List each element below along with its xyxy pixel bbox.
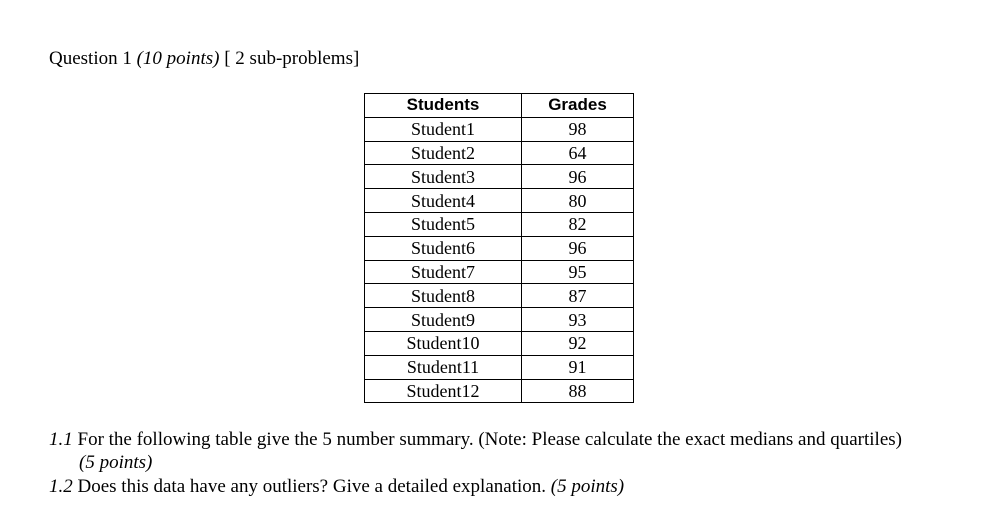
grade-cell: 87 <box>522 284 634 308</box>
student-cell: Student11 <box>365 355 522 379</box>
grade-cell: 93 <box>522 308 634 332</box>
problem-1-1-points: (5 points) <box>79 452 153 473</box>
question-label: Question 1 <box>49 48 132 69</box>
problem-1-1-number: 1.1 <box>49 429 73 450</box>
question-heading <box>49 47 359 71</box>
table-row <box>365 141 634 165</box>
grade-cell: 80 <box>522 189 634 213</box>
table-header-row <box>365 94 634 118</box>
table-row <box>365 236 634 260</box>
grade-cell: 88 <box>522 379 634 403</box>
grade-cell: 98 <box>522 117 634 141</box>
student-cell: Student7 <box>365 260 522 284</box>
table-row <box>365 308 634 332</box>
grade-cell: 92 <box>522 331 634 355</box>
grade-cell: 96 <box>522 236 634 260</box>
table-row <box>365 331 634 355</box>
table-row <box>365 189 634 213</box>
student-cell: Student3 <box>365 165 522 189</box>
grade-cell: 95 <box>522 260 634 284</box>
problem-1-2-number: 1.2 <box>49 476 73 497</box>
student-cell: Student2 <box>365 141 522 165</box>
table-row <box>365 284 634 308</box>
problem-1-2-points: (5 points) <box>550 476 625 497</box>
table-row <box>365 117 634 141</box>
problem-1-1-text: For the following table give the 5 number summary. (Note: Please calculate the exact medians and quartiles) <box>77 429 902 450</box>
problem-1-1-points-line <box>49 451 152 474</box>
header-grades: Grades <box>522 94 634 118</box>
header-students: Students <box>365 94 522 118</box>
grade-cell: 91 <box>522 355 634 379</box>
student-cell: Student6 <box>365 236 522 260</box>
question-subproblems: [ 2 sub-problems] <box>224 48 360 69</box>
grade-cell: 96 <box>522 165 634 189</box>
table-row <box>365 165 634 189</box>
student-cell: Student9 <box>365 308 522 332</box>
table-row <box>365 260 634 284</box>
question-points: (10 points) <box>136 48 220 69</box>
table-row <box>365 379 634 403</box>
problem-1-1 <box>49 428 902 451</box>
grade-cell: 82 <box>522 212 634 236</box>
problem-1-2-text: Does this data have any outliers? Give a detailed explanation. <box>77 476 547 497</box>
student-cell: Student1 <box>365 117 522 141</box>
student-cell: Student8 <box>365 284 522 308</box>
student-cell: Student12 <box>365 379 522 403</box>
student-cell: Student4 <box>365 189 522 213</box>
grade-cell: 64 <box>522 141 634 165</box>
table-row <box>365 212 634 236</box>
problem-1-2 <box>49 475 624 498</box>
table-row <box>365 355 634 379</box>
student-cell: Student10 <box>365 331 522 355</box>
grades-table <box>364 93 634 403</box>
student-cell: Student5 <box>365 212 522 236</box>
